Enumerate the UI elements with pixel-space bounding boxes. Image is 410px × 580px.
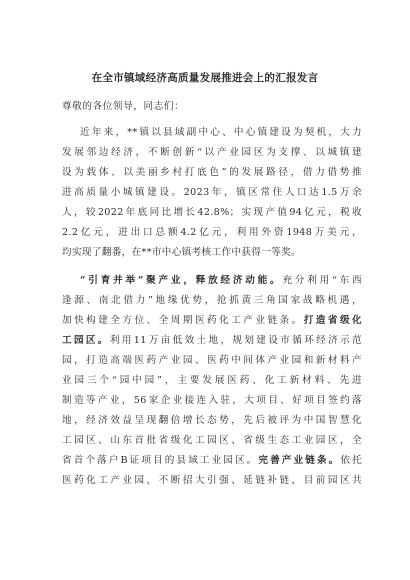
paragraph-2-line: 医药化工产业园，不断招大引强、延链补链，目前园区共 [62, 475, 362, 486]
paragraph-2-text: 充分利用“东西 [282, 275, 362, 286]
paragraph-1-line: 发展邻边经济，不断创新“以产业园区为支撑、以城镇建 [62, 147, 362, 158]
subsection-heading: 打造省级化 [303, 315, 363, 326]
paragraph-1-line: 进高质量小城镇建设。2023年，镇区常住人口达1.5万余 [62, 187, 362, 198]
paragraph-2-line: 园，打造高端医药产业园、医药中间体产业园和新材料产 [62, 355, 362, 366]
paragraph-2-text: 利用11万亩低效土地，规划建设市循环经济示范 [109, 335, 362, 346]
paragraph-2-text: 依托 [340, 455, 363, 466]
subsection-heading: 完善产业链条。 [258, 455, 341, 466]
paragraph-1-line: 近年来，**镇以县域副中心、中心镇建设为契机，大力 [80, 127, 362, 138]
paragraph-1-line: 均实现了翻番，在**市中心镇考核工作中获得一等奖。 [62, 247, 301, 258]
paragraph-2-text: 加快构建全方位、全周期医药化工产业链条。 [62, 315, 304, 326]
salutation: 尊敬的各位领导，同志们： [62, 101, 185, 112]
paragraph-2-line: 地，经济效益呈现翻倍增长态势，先后被评为中国智慧化 [62, 415, 362, 426]
paragraph-2-line [62, 315, 362, 327]
document-title: 在全市镇域经济高质量发展推进会上的汇报发言 [91, 72, 319, 84]
subsection-heading: 工园区。 [62, 335, 110, 346]
paragraph-2-line [80, 275, 362, 287]
paragraph-2-line [62, 455, 362, 467]
paragraph-2-line [62, 335, 362, 347]
paragraph-2-text: 省首个落户B证项目的县域工业园区。 [62, 455, 259, 466]
paragraph-1-line: 人，较2022年底同比增长42.8%；实现产值94亿元，税收 [62, 207, 362, 218]
paragraph-2-line: 逢源、南北借力”地缘优势，抢抓黄三角国家战略机遇， [62, 295, 362, 306]
paragraph-2-line: 工园区、山东首批省级化工园区、省级生态工业园区，全 [62, 435, 362, 446]
paragraph-2-line: 业园三个“园中园”，主要发展医药、化工新材料、先进 [62, 375, 362, 386]
section-heading: “引育并举”聚产业，释放经济动能。 [80, 275, 283, 286]
paragraph-1-line: 设为载体、以美丽乡村打底色”的发展路径，借力借势推 [62, 167, 362, 178]
paragraph-1-line: 2.2亿元，进出口总额4.2亿元，利用外资1948万美元， [62, 227, 362, 238]
paragraph-2-line: 制造等产业，56家企业接连入驻，大项目、好项目签约落 [62, 395, 362, 406]
